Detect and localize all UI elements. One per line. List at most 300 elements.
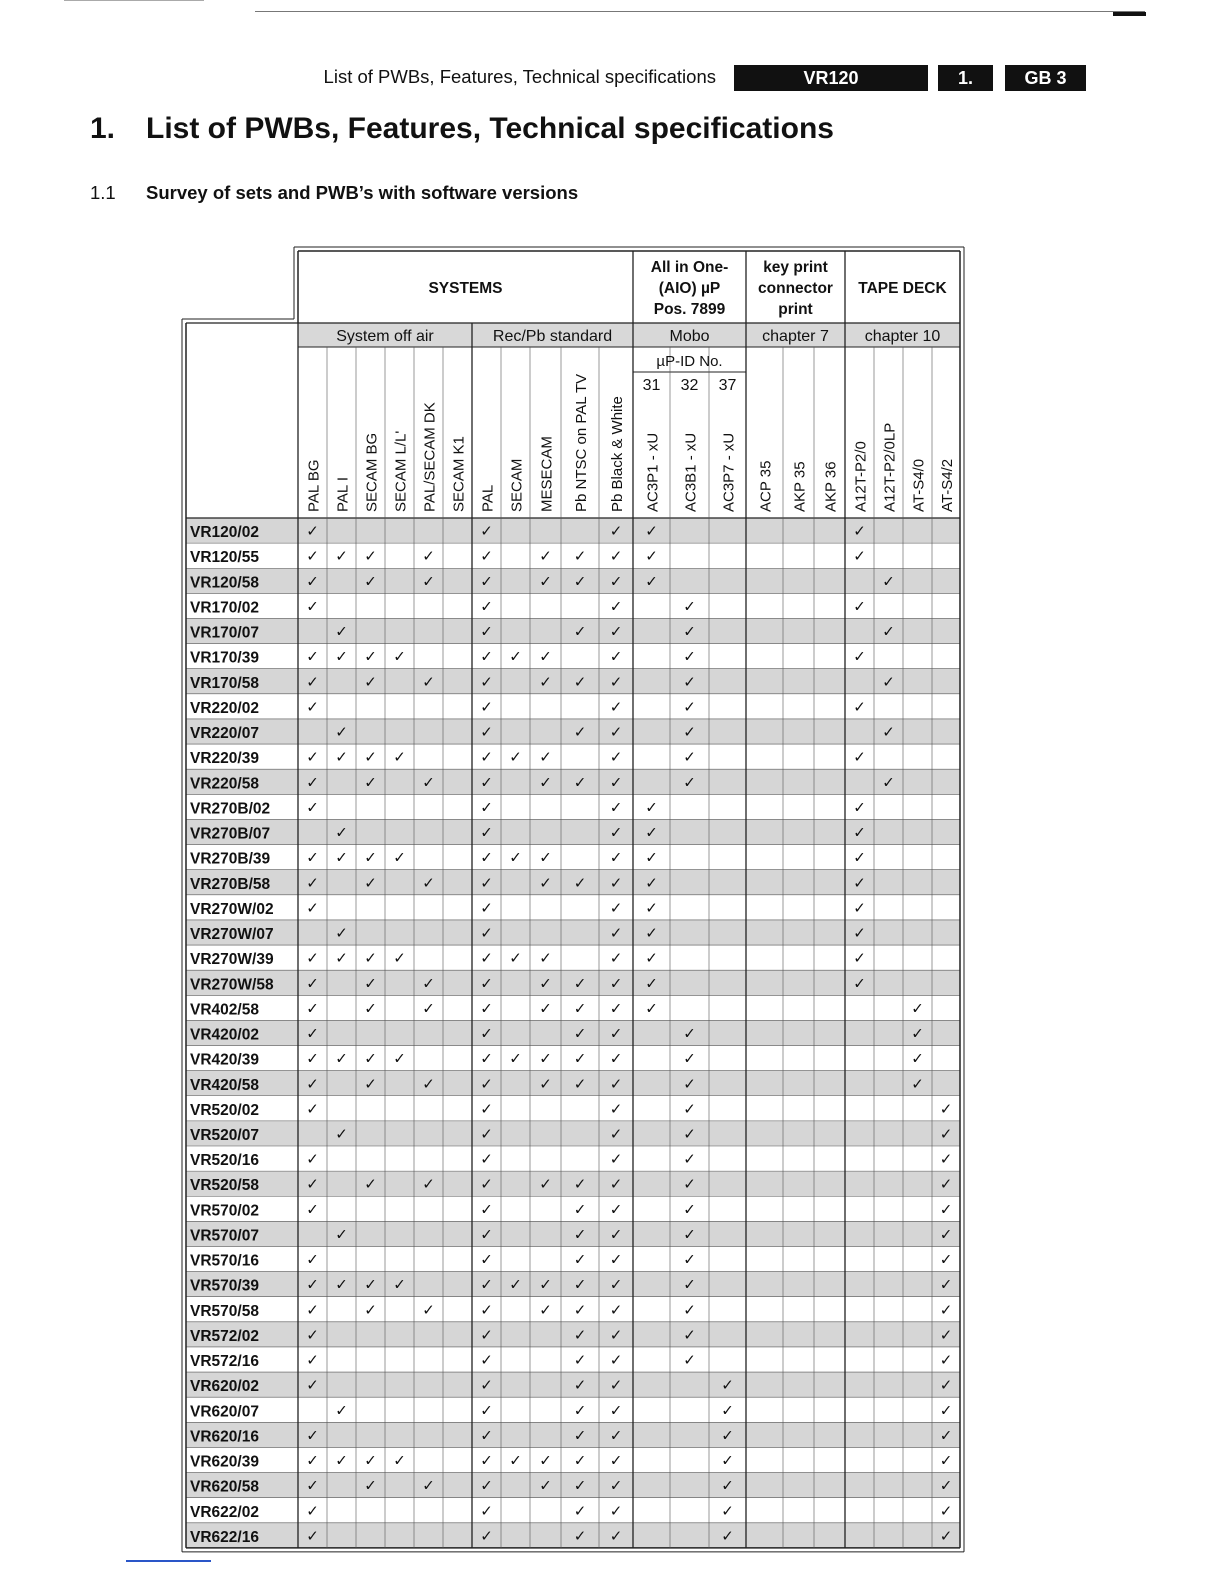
check-mark: ✓ [645,950,658,968]
row-label: VR270W/58 [190,976,274,994]
check-mark: ✓ [480,1226,493,1244]
check-mark: ✓ [393,849,406,867]
check-mark: ✓ [335,749,348,767]
column-header: MESECAM [538,436,556,512]
check-mark: ✓ [853,799,866,817]
row-label: VR220/07 [190,725,259,743]
check-mark: ✓ [306,1301,319,1319]
check-mark: ✓ [683,1251,696,1269]
check-mark: ✓ [364,1477,377,1495]
up-id: 32 [680,377,699,394]
column-header: A12T-P2/0LP [881,422,899,512]
check-mark: ✓ [882,673,895,691]
check-mark: ✓ [509,849,522,867]
check-mark: ✓ [306,1527,319,1545]
check-mark: ✓ [364,1452,377,1470]
check-mark: ✓ [573,1276,587,1294]
check-mark: ✓ [480,1126,493,1143]
check-mark: ✓ [609,749,623,767]
check-mark: ✓ [609,1352,623,1370]
check-mark: ✓ [683,1100,696,1118]
check-mark: ✓ [335,623,348,641]
row-label: VR520/58 [190,1177,259,1195]
check-mark: ✓ [939,1226,953,1244]
check-mark: ✓ [609,1075,623,1093]
check-mark: ✓ [393,1050,406,1068]
row-label: VR120/55 [190,549,259,567]
check-mark: ✓ [480,1452,493,1470]
check-mark: ✓ [683,1226,696,1244]
row-label: VR520/07 [190,1127,259,1144]
check-mark: ✓ [480,1301,493,1319]
check-mark: ✓ [939,1100,953,1118]
check-mark: ✓ [480,724,493,742]
check-mark: ✓ [539,1050,552,1068]
check-mark: ✓ [939,1301,953,1319]
check-mark: ✓ [645,899,658,917]
check-mark: ✓ [539,1477,552,1495]
check-mark: ✓ [539,1452,552,1470]
check-mark: ✓ [573,673,587,691]
check-mark: ✓ [609,598,623,616]
check-mark: ✓ [609,1176,623,1194]
check-mark: ✓ [609,874,623,892]
column-header: SECAM K1 [450,436,468,512]
check-mark: ✓ [609,698,623,716]
check-mark: ✓ [853,874,866,892]
row-label: VR420/39 [190,1051,259,1069]
check-mark: ✓ [645,925,658,943]
check-mark: ✓ [480,824,493,842]
check-mark: ✓ [609,1301,623,1319]
check-mark: ✓ [480,648,493,666]
check-mark: ✓ [609,648,623,666]
row-label: VR270W/07 [190,926,274,944]
check-mark: ✓ [335,1226,348,1244]
check-mark: ✓ [645,573,658,591]
check-mark: ✓ [480,1402,493,1420]
check-mark: ✓ [306,950,319,968]
subgroup-label: Rec/Pb standard [492,328,613,345]
up-id: 37 [718,377,737,394]
check-mark: ✓ [573,1427,587,1445]
check-mark: ✓ [609,1377,623,1395]
check-mark: ✓ [609,1276,623,1294]
section-number: 1. [90,112,116,145]
group-title: TAPE DECK [858,280,947,297]
group-title: (AIO) µP [658,280,721,297]
check-mark: ✓ [609,724,623,742]
check-mark: ✓ [306,673,319,691]
column-header: Pb NTSC on PAL TV [573,373,590,512]
check-mark: ✓ [683,1352,696,1370]
row-label: VR120/02 [190,524,259,542]
check-mark: ✓ [573,1502,587,1520]
row-label: VR570/58 [190,1302,259,1320]
check-mark: ✓ [645,523,658,541]
row-label: VR420/58 [190,1076,259,1094]
check-mark: ✓ [306,1502,319,1520]
check-mark: ✓ [609,673,623,691]
check-mark: ✓ [306,573,319,591]
check-mark: ✓ [364,874,377,892]
up-id-label: µP-ID No. [656,353,723,370]
row-label: VR170/07 [190,624,259,642]
row-label: VR570/07 [190,1227,259,1245]
check-mark: ✓ [306,774,319,792]
check-mark: ✓ [721,1502,734,1520]
check-mark: ✓ [364,749,377,767]
check-mark: ✓ [683,1025,696,1043]
check-mark: ✓ [609,523,623,541]
check-mark: ✓ [480,975,493,993]
group-title: Pos. 7899 [653,301,726,318]
check-mark: ✓ [364,648,377,666]
check-mark: ✓ [609,1201,623,1219]
row-label: VR220/39 [190,750,259,768]
check-mark: ✓ [573,548,587,566]
check-mark: ✓ [539,749,552,767]
up-id: 31 [642,377,661,394]
check-mark: ✓ [939,1276,953,1294]
check-mark: ✓ [306,1100,319,1118]
check-mark: ✓ [306,548,319,566]
row-label: VR170/58 [190,674,259,692]
check-mark: ✓ [939,1251,953,1269]
row-label: VR270B/07 [190,825,271,843]
row-label: VR220/02 [190,699,259,717]
check-mark: ✓ [539,573,552,591]
check-mark: ✓ [335,1050,348,1068]
check-mark: ✓ [306,523,319,541]
check-mark: ✓ [609,548,623,566]
column-header: SECAM [508,458,526,512]
check-mark: ✓ [480,749,493,767]
check-mark: ✓ [939,1176,953,1194]
check-mark: ✓ [306,1075,319,1093]
running-title: List of PWBs, Features, Technical specifications [323,66,716,87]
column-header: SECAM L/L' [392,430,410,512]
group-title: key print [763,259,828,276]
check-mark: ✓ [306,1352,319,1370]
check-mark: ✓ [422,1000,435,1018]
check-mark: ✓ [882,724,895,742]
check-mark: ✓ [422,1176,435,1194]
check-mark: ✓ [393,1452,406,1470]
check-mark: ✓ [306,874,319,892]
check-mark: ✓ [509,1452,522,1470]
row-label: VR620/16 [190,1428,259,1446]
column-header: AKP 36 [822,461,840,512]
check-mark: ✓ [609,623,623,641]
check-mark: ✓ [721,1377,734,1395]
check-mark: ✓ [480,1502,493,1520]
footer-rule [126,1560,211,1562]
row-shade [186,819,960,844]
check-mark: ✓ [335,1126,348,1143]
check-mark: ✓ [683,1176,696,1194]
check-mark: ✓ [480,548,493,566]
check-mark: ✓ [539,548,552,566]
check-mark: ✓ [364,1050,377,1068]
check-mark: ✓ [609,573,623,591]
check-mark: ✓ [911,1075,924,1093]
check-mark: ✓ [306,1151,319,1169]
column-header: PAL/SECAM DK [421,402,439,512]
check-mark: ✓ [609,1050,623,1068]
check-mark: ✓ [573,1477,587,1495]
check-mark: ✓ [683,648,696,666]
check-mark: ✓ [480,698,493,716]
check-mark: ✓ [573,874,587,892]
row-label: VR570/16 [190,1252,259,1270]
check-mark: ✓ [609,1126,623,1143]
chapter-badge: 1. [938,65,993,91]
check-mark: ✓ [306,975,319,993]
check-mark: ✓ [721,1527,734,1545]
check-mark: ✓ [609,1251,623,1269]
row-label: VR520/16 [190,1152,259,1170]
check-mark: ✓ [480,799,493,817]
check-mark: ✓ [609,1427,623,1445]
check-mark: ✓ [721,1477,734,1495]
column-header: AC3B1 - xU [682,432,700,512]
check-mark: ✓ [609,1151,623,1169]
subgroup-label: chapter 7 [762,328,829,345]
check-mark: ✓ [609,925,623,943]
check-mark: ✓ [683,1050,696,1068]
check-mark: ✓ [683,1326,696,1344]
check-mark: ✓ [364,1075,377,1093]
check-mark: ✓ [393,1276,406,1294]
check-mark: ✓ [683,749,696,767]
check-mark: ✓ [853,698,866,716]
check-mark: ✓ [853,950,866,968]
check-mark: ✓ [422,673,435,691]
check-mark: ✓ [683,724,696,742]
check-mark: ✓ [683,698,696,716]
check-mark: ✓ [335,925,348,943]
check-mark: ✓ [683,673,696,691]
check-mark: ✓ [573,1402,587,1420]
check-mark: ✓ [573,1226,587,1244]
check-mark: ✓ [364,673,377,691]
check-mark: ✓ [422,975,435,993]
subgroup-label: Mobo [669,328,710,345]
check-mark: ✓ [609,1527,623,1545]
group-title: print [778,301,813,318]
subsection-title: Survey of sets and PWB’s with software versions [146,182,579,203]
check-mark: ✓ [306,1477,319,1495]
check-mark: ✓ [480,1025,493,1043]
check-mark: ✓ [539,1000,552,1018]
check-mark: ✓ [683,1276,696,1294]
check-mark: ✓ [683,1301,696,1319]
check-mark: ✓ [539,648,552,666]
check-mark: ✓ [573,1251,587,1269]
check-mark: ✓ [609,1100,623,1118]
check-mark: ✓ [509,749,522,767]
check-mark: ✓ [480,925,493,943]
row-label: VR572/16 [190,1353,259,1371]
column-header: PAL I [334,476,352,512]
column-header: A12T-P2/0 [852,441,870,512]
check-mark: ✓ [911,1025,924,1043]
column-header: SECAM BG [363,432,381,512]
check-mark: ✓ [364,1000,377,1018]
check-mark: ✓ [480,1050,493,1068]
check-mark: ✓ [480,1075,493,1093]
check-mark: ✓ [335,824,348,842]
check-mark: ✓ [480,1151,493,1169]
check-mark: ✓ [609,1502,623,1520]
check-mark: ✓ [480,1276,493,1294]
check-mark: ✓ [364,573,377,591]
check-mark: ✓ [911,1050,924,1068]
check-mark: ✓ [422,1477,435,1495]
check-mark: ✓ [306,849,319,867]
check-mark: ✓ [480,1176,493,1194]
check-mark: ✓ [609,1452,623,1470]
check-mark: ✓ [882,573,895,591]
check-mark: ✓ [422,774,435,792]
check-mark: ✓ [480,623,493,641]
check-mark: ✓ [609,975,623,993]
column-header: AC3P1 - xU [644,432,662,512]
check-mark: ✓ [609,1477,623,1495]
check-mark: ✓ [364,774,377,792]
check-mark: ✓ [573,975,587,993]
check-mark: ✓ [609,774,623,792]
column-header: Pb Black & White [609,396,626,512]
check-mark: ✓ [853,548,866,566]
check-mark: ✓ [480,1100,493,1118]
check-mark: ✓ [306,1276,319,1294]
row-label: VR570/39 [190,1277,259,1295]
check-mark: ✓ [364,1301,377,1319]
check-mark: ✓ [609,849,623,867]
check-mark: ✓ [480,1201,493,1219]
check-mark: ✓ [645,874,658,892]
check-mark: ✓ [609,1025,623,1043]
check-mark: ✓ [853,899,866,917]
check-mark: ✓ [422,874,435,892]
check-mark: ✓ [306,1000,319,1018]
check-mark: ✓ [645,548,658,566]
check-mark: ✓ [509,950,522,968]
check-mark: ✓ [853,749,866,767]
check-mark: ✓ [306,648,319,666]
column-header: AKP 35 [791,461,809,512]
check-mark: ✓ [853,925,866,943]
check-mark: ✓ [853,975,866,993]
check-mark: ✓ [480,874,493,892]
group-title: All in One- [650,259,729,276]
check-mark: ✓ [573,1201,587,1219]
check-mark: ✓ [573,1326,587,1344]
row-label: VR420/02 [190,1026,259,1044]
check-mark: ✓ [364,950,377,968]
check-mark: ✓ [853,648,866,666]
check-mark: ✓ [939,1427,953,1445]
check-mark: ✓ [911,1000,924,1018]
check-mark: ✓ [393,950,406,968]
row-label: VR170/02 [190,599,259,617]
check-mark: ✓ [853,824,866,842]
check-mark: ✓ [393,749,406,767]
check-mark: ✓ [539,950,552,968]
check-mark: ✓ [683,598,696,616]
row-label: VR622/02 [190,1503,259,1521]
check-mark: ✓ [573,1352,587,1370]
group-title: SYSTEMS [428,280,503,297]
check-mark: ✓ [939,1452,953,1470]
check-mark: ✓ [683,1126,696,1143]
column-header: ACP 35 [757,460,775,512]
check-mark: ✓ [645,849,658,867]
subgroup-label: chapter 10 [864,328,941,345]
check-mark: ✓ [939,1201,953,1219]
check-mark: ✓ [335,950,348,968]
row-label: VR270W/39 [190,951,274,969]
check-mark: ✓ [609,824,623,842]
check-mark: ✓ [364,849,377,867]
check-mark: ✓ [306,1201,319,1219]
check-mark: ✓ [306,598,319,616]
section-title: List of PWBs, Features, Technical specifications [146,112,834,145]
check-mark: ✓ [480,673,493,691]
check-mark: ✓ [364,548,377,566]
check-mark: ✓ [645,1000,658,1018]
row-label: VR270B/02 [190,800,271,818]
check-mark: ✓ [539,673,552,691]
check-mark: ✓ [939,1502,953,1520]
row-label: VR620/58 [190,1478,259,1496]
check-mark: ✓ [573,1075,587,1093]
model-badge: VR120 [734,65,928,91]
check-mark: ✓ [480,1427,493,1445]
check-mark: ✓ [480,598,493,616]
check-mark: ✓ [539,1075,552,1093]
check-mark: ✓ [609,1226,623,1244]
row-label: VR170/39 [190,649,259,667]
row-label: VR270B/58 [190,875,271,893]
check-mark: ✓ [539,774,552,792]
check-mark: ✓ [480,849,493,867]
check-mark: ✓ [539,975,552,993]
check-mark: ✓ [609,1326,623,1344]
check-mark: ✓ [335,648,348,666]
group-title: connector [758,280,833,297]
check-mark: ✓ [609,799,623,817]
check-mark: ✓ [939,1151,953,1169]
check-mark: ✓ [335,1276,348,1294]
check-mark: ✓ [480,1477,493,1495]
check-mark: ✓ [306,899,319,917]
check-mark: ✓ [306,1326,319,1344]
check-mark: ✓ [683,1201,696,1219]
check-mark: ✓ [882,774,895,792]
check-mark: ✓ [683,1151,696,1169]
check-mark: ✓ [573,1050,587,1068]
check-mark: ✓ [609,950,623,968]
check-mark: ✓ [306,1427,319,1445]
check-mark: ✓ [609,1402,623,1420]
row-shade [186,920,960,945]
check-mark: ✓ [683,1075,696,1093]
column-header: AT-S4/2 [939,458,956,512]
check-mark: ✓ [721,1427,734,1445]
